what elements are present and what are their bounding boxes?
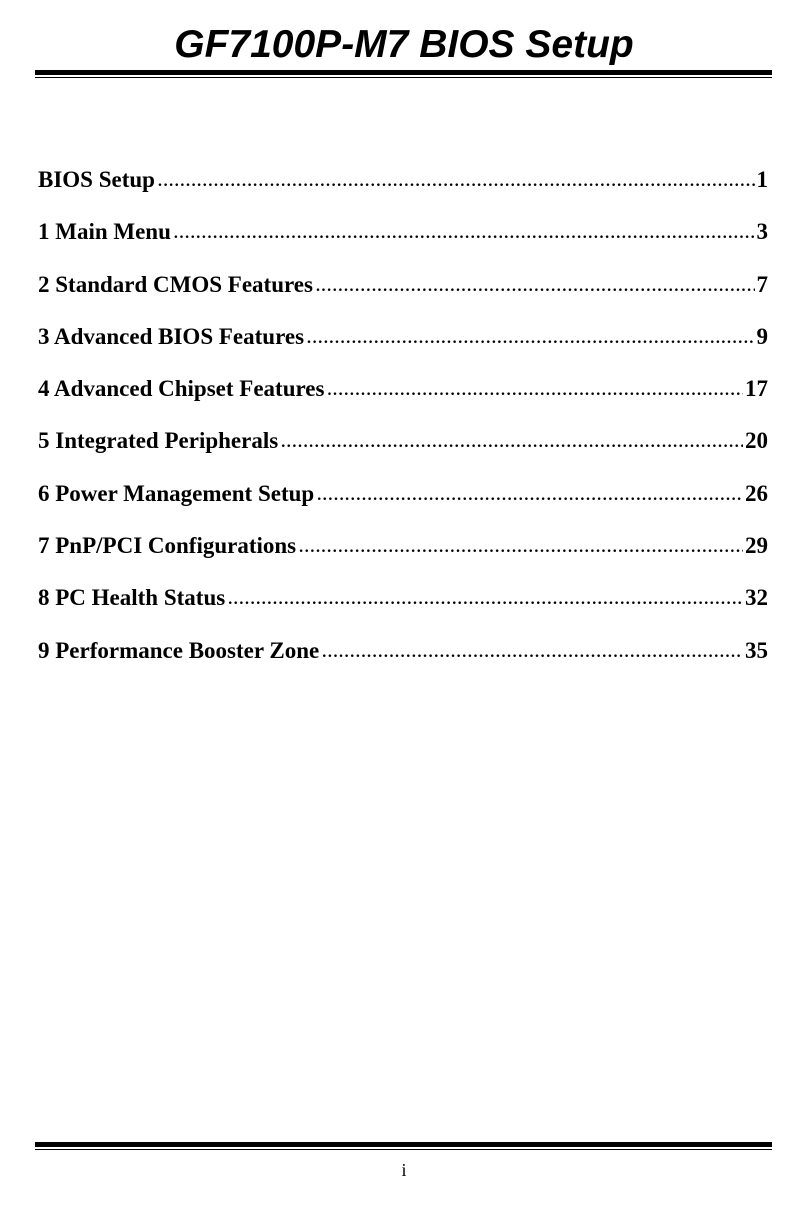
toc-entry-label: 4 Advanced Chipset Features: [38, 376, 325, 402]
toc-entry-performance-booster-zone[interactable]: [38, 634, 768, 686]
toc-entry-page: 3: [756, 219, 768, 245]
header-rule-thin: [35, 77, 772, 78]
toc-entry-page: 17: [745, 376, 768, 402]
toc-dot-leader: [316, 267, 755, 304]
toc-entry-label: 8 PC Health Status: [38, 585, 226, 611]
toc-entry-page: 32: [745, 585, 768, 611]
toc-entry-standard-cmos-features[interactable]: [38, 268, 768, 320]
document-title: GF7100P-M7 BIOS Setup: [174, 23, 634, 66]
toc-entry-label: 2 Standard CMOS Features: [38, 271, 313, 297]
toc-entry-bios-setup[interactable]: [38, 163, 768, 215]
toc-dot-leader: [317, 476, 743, 513]
toc-entry-advanced-chipset-features[interactable]: [38, 372, 768, 424]
toc-entry-page: 35: [745, 637, 768, 663]
toc-dot-leader: [158, 162, 755, 199]
page-number: i: [401, 1160, 407, 1180]
toc-entry-pnp-pci-configurations[interactable]: [38, 529, 768, 581]
header-rule-thick: [35, 70, 772, 75]
table-of-contents: [38, 163, 768, 686]
toc-dot-leader: [307, 319, 754, 356]
toc-dot-leader: [228, 580, 743, 617]
toc-entry-label: 5 Integrated Peripherals: [38, 428, 279, 454]
toc-entry-label: 6 Power Management Setup: [38, 480, 315, 506]
toc-entry-page: 26: [745, 480, 768, 506]
toc-dot-leader: [174, 214, 755, 251]
toc-entry-power-management-setup[interactable]: [38, 477, 768, 529]
toc-entry-label: 7 PnP/PCI Configurations: [38, 533, 297, 559]
toc-entry-label: BIOS Setup: [38, 167, 155, 192]
footer-rule-thick: [35, 1142, 772, 1147]
toc-entry-page: 7: [756, 271, 768, 297]
toc-entry-main-menu[interactable]: [38, 215, 768, 267]
footer-rule-thin: [35, 1149, 772, 1150]
toc-dot-leader: [299, 528, 743, 565]
toc-entry-advanced-bios-features[interactable]: [38, 320, 768, 372]
toc-dot-leader: [327, 371, 743, 408]
toc-entry-page: 29: [745, 533, 768, 559]
toc-entry-label: 3 Advanced BIOS Features: [38, 323, 305, 349]
toc-entry-pc-health-status[interactable]: [38, 581, 768, 633]
toc-entry-label: 9 Performance Booster Zone: [38, 637, 320, 663]
toc-dot-leader: [281, 423, 743, 460]
toc-entry-page: 1: [756, 167, 768, 192]
toc-dot-leader: [322, 633, 743, 670]
toc-entry-page: 9: [756, 323, 768, 349]
toc-entry-label: 1 Main Menu: [38, 219, 171, 245]
toc-entry-integrated-peripherals[interactable]: [38, 424, 768, 476]
toc-entry-page: 20: [745, 428, 768, 454]
